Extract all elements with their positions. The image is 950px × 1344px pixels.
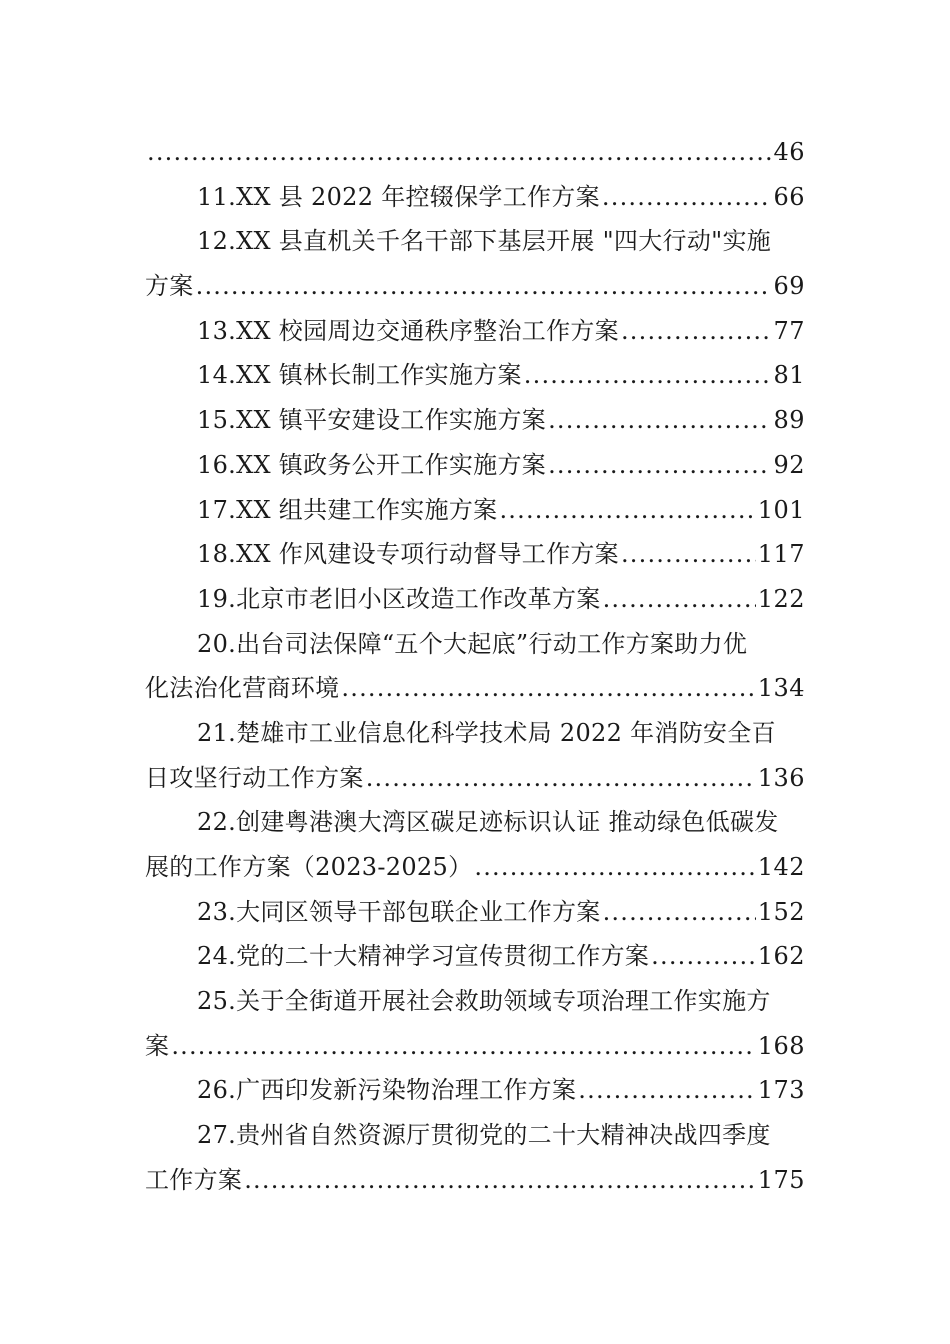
toc-line [145,1158,805,1203]
toc-entry-text: 20.出台司法保障“五个大起底”行动工作方案助力优 [197,629,748,658]
toc-entry-text: 展的工作方案（2023-2025） [145,853,473,881]
toc-entry-text: 15.XX 镇平安建设工作实施方案 [197,406,547,435]
toc-page-number: 142 [757,853,805,881]
toc-page-number: 162 [757,942,805,971]
dot-leader [499,488,755,533]
table-of-contents [145,130,805,1203]
toc-page-number: 77 [773,316,805,345]
dot-leader [621,532,756,577]
toc-page-number: 117 [757,540,805,569]
toc-entry-text: 24.党的二十大精神学习宣传贯彻工作方案 [197,942,650,971]
toc-line [145,1024,805,1069]
toc-line [145,398,805,443]
dot-leader [147,130,771,175]
dot-leader [578,1068,755,1113]
toc-line [145,353,805,398]
toc-entry-text: 14.XX 镇林长制工作实施方案 [197,361,522,390]
toc-entry-text: 25.关于全街道开展社会救助领域专项治理工作实施方 [197,987,771,1016]
toc-entry-text: 化法治化营商环境 [145,674,340,703]
toc-page-number: 175 [757,1165,805,1194]
toc-line [145,532,805,577]
dot-leader [341,666,755,711]
toc-line [145,1068,805,1113]
toc-line [145,711,805,756]
toc-line [145,130,805,175]
toc-page-number: 66 [773,182,805,211]
toc-entry-text: 17.XX 组共建工作实施方案 [197,495,498,524]
dot-leader [548,398,771,443]
toc-entry-text: 方案 [145,272,194,301]
toc-entry-text: 18.XX 作风建设专项行动督导工作方案 [197,540,619,569]
toc-page-number: 134 [757,674,805,703]
dot-leader [474,845,755,890]
toc-page-number: 81 [773,361,805,390]
toc-page-number: 69 [773,272,805,301]
dot-leader [524,353,772,398]
dot-leader [621,309,771,354]
toc-line [145,219,805,264]
toc-entry-text: 23.大同区领导干部包联企业工作方案 [197,897,601,926]
toc-entry-text: 案 [145,1031,170,1060]
toc-page-number: 152 [757,897,805,926]
toc-line [145,890,805,935]
toc-line [145,845,805,890]
toc-line [145,800,805,845]
toc-entry-text: 26.广西印发新污染物治理工作方案 [197,1076,577,1105]
toc-line [145,1113,805,1158]
toc-page-number: 173 [757,1076,805,1105]
dot-leader [603,890,756,935]
dot-leader [651,934,756,979]
toc-entry-text: 12.XX 县直机关千名干部下基层开展 "四大行动"实施 [197,227,772,256]
toc-entry-text: 19.北京市老旧小区改造工作改革方案 [197,584,601,613]
toc-entry-text: 11.XX 县 2022 年控辍保学工作方案 [197,182,600,211]
toc-line [145,622,805,667]
toc-line [145,488,805,533]
toc-entry-text: 日攻坚行动工作方案 [145,763,364,792]
toc-line [145,443,805,488]
toc-page-number: 168 [757,1031,805,1060]
toc-line [145,934,805,979]
toc-entry-text: 27.贵州省自然资源厅贯彻党的二十大精神决战四季度 [197,1121,771,1150]
dot-leader [602,175,772,220]
toc-entry-text: 工作方案 [145,1165,243,1194]
dot-leader [244,1158,755,1203]
toc-entry-text: 13.XX 校园周边交通秩序整治工作方案 [197,316,619,345]
toc-entry-text: 16.XX 镇政务公开工作实施方案 [197,450,547,479]
toc-page-number: 46 [773,138,805,166]
toc-page-number: 122 [757,584,805,613]
dot-leader [603,577,756,622]
toc-entry-text: 22.创建粤港澳大湾区碳足迹标识认证 推动绿色低碳发 [197,808,779,837]
toc-entry-text: 21.楚雄市工业信息化科学技术局 2022 年消防安全百 [197,718,776,747]
toc-line [145,756,805,801]
toc-page-number: 101 [757,495,805,524]
toc-line [145,264,805,309]
toc-page-number: 136 [757,763,805,792]
toc-line [145,175,805,220]
dot-leader [196,264,772,309]
dot-leader [548,443,771,488]
toc-line [145,979,805,1024]
toc-page-number: 89 [773,406,805,435]
toc-line [145,309,805,354]
dot-leader [366,756,756,801]
toc-line [145,666,805,711]
toc-page-number: 92 [773,450,805,479]
dot-leader [171,1024,755,1069]
toc-line [145,577,805,622]
